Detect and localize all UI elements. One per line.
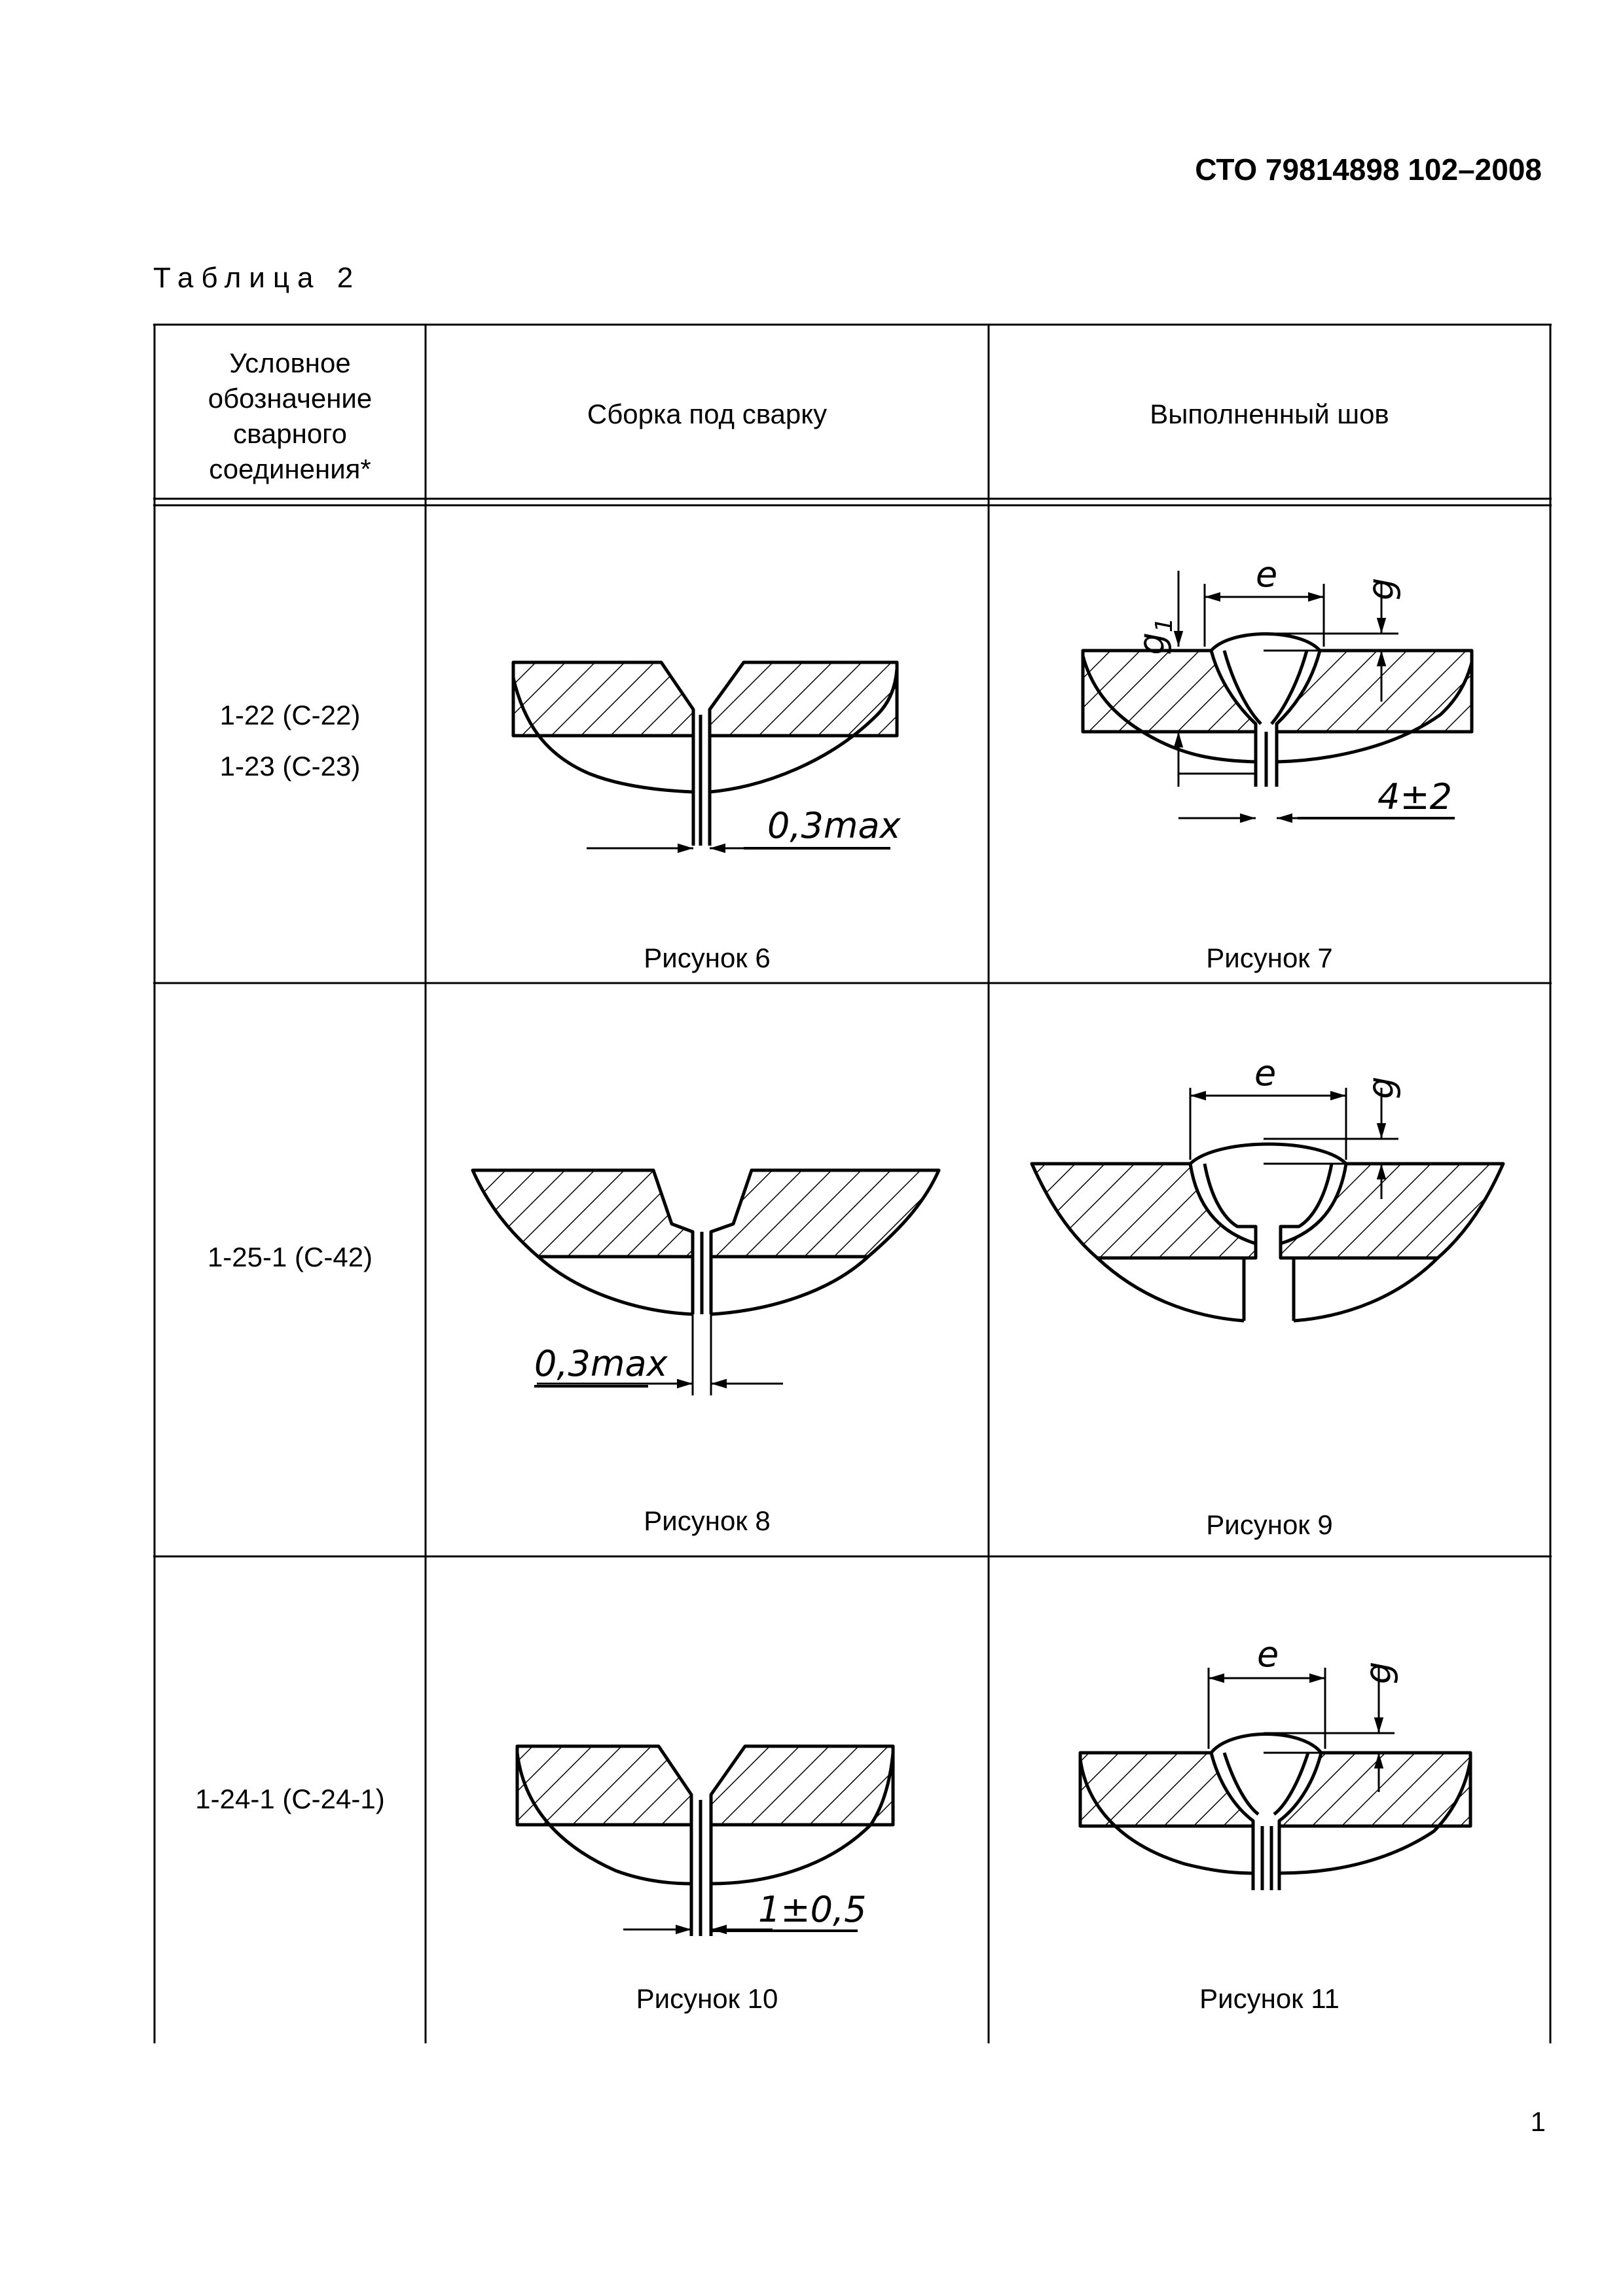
- column-header-designation-line: соединения*: [209, 454, 371, 484]
- figure-9-drawing: [989, 983, 1550, 1556]
- figure-caption: Рисунок 9: [1206, 1509, 1333, 1540]
- dimension-e-label: e: [1254, 1052, 1277, 1094]
- column-header-designation-line: сварного: [233, 418, 347, 449]
- column-header-designation-line: Условное: [229, 348, 351, 378]
- figure-caption: Рисунок 7: [1206, 942, 1333, 973]
- gap-dimension-label: 1±0,5: [758, 1889, 867, 1930]
- dimension-e-label: e: [1257, 1634, 1279, 1675]
- figure-7-drawing: [989, 505, 1550, 963]
- designation-text: 1-24-1 (С-24-1): [195, 1784, 385, 1814]
- dimension-g-label: g: [1360, 577, 1402, 601]
- dimension-width-label: 4±2: [1377, 776, 1452, 817]
- dimension-g-label: g: [1358, 1661, 1399, 1685]
- designation-text: 1-25-1 (С-42): [207, 1242, 373, 1272]
- row-2-designation: [155, 1240, 426, 1275]
- column-header-weld: Выполненный шов: [1150, 399, 1389, 429]
- gap-dimension-label: 0,3max: [767, 805, 901, 846]
- dimension-g1-label: [1131, 617, 1178, 655]
- dimension-g1-subscript: 1: [1151, 617, 1178, 633]
- designation-text: 1-23 (С-23): [219, 751, 361, 781]
- dimension-g-label: g: [1360, 1076, 1402, 1100]
- figure-caption: Рисунок 8: [644, 1505, 771, 1536]
- column-header-designation: [155, 346, 426, 487]
- column-header-assembly: Сборка под сварку: [587, 399, 828, 429]
- figure-11-drawing: [989, 1556, 1550, 2043]
- dimension-g1-base: g: [1131, 632, 1173, 655]
- page-number: 1: [1530, 2106, 1546, 2137]
- figure-caption: Рисунок 11: [1199, 1983, 1340, 2014]
- figure-caption: Рисунок 6: [644, 942, 771, 973]
- gap-dimension-label: 0,3max: [534, 1343, 668, 1384]
- document-code: СТО 79814898 102–2008: [1195, 152, 1542, 187]
- column-header-designation-line: обозначение: [208, 383, 373, 414]
- figure-caption: Рисунок 10: [636, 1983, 778, 2014]
- figure-6-drawing: [426, 505, 989, 963]
- row-1-designation: [155, 690, 426, 792]
- dimension-e-label: e: [1256, 554, 1278, 595]
- figure-10-drawing: [426, 1556, 989, 2043]
- table-caption: Таблица 2: [153, 262, 361, 294]
- designation-text: 1-22 (С-22): [219, 700, 361, 730]
- figure-8-drawing: [426, 983, 989, 1556]
- row-3-designation: [155, 1782, 426, 1817]
